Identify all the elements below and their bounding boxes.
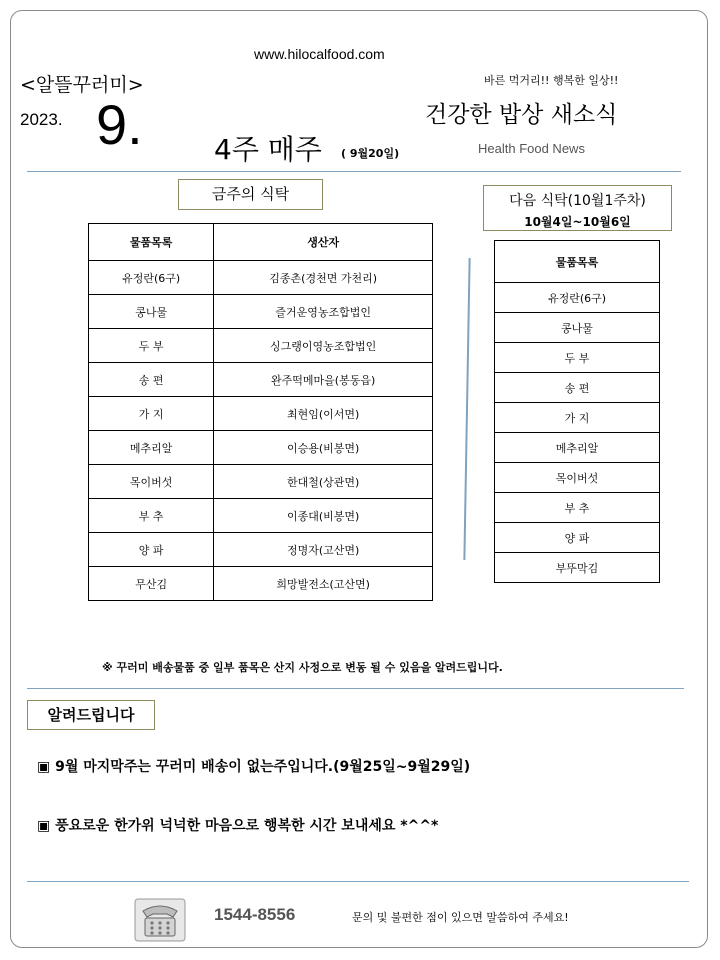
item-cell: 콩나물	[495, 313, 660, 343]
news-subtitle: Health Food News	[478, 141, 585, 156]
table-row	[495, 373, 660, 403]
next-week-table	[494, 240, 660, 583]
table-row	[89, 363, 433, 397]
item-cell: 유정란(6구)	[495, 283, 660, 313]
table-row	[89, 465, 433, 499]
table-row	[89, 567, 433, 601]
table-row	[495, 523, 660, 553]
table-row	[89, 397, 433, 431]
item-cell: 목이버섯	[495, 463, 660, 493]
column-header-item: 물품목록	[89, 224, 214, 261]
announcement-item: ▣ 9월 마지막주는 꾸러미 배송이 없는주입니다.(9월25일~9월29일)	[37, 759, 471, 775]
producer-cell: 정명자(고산면)	[214, 533, 433, 567]
news-title: 건강한 밥상 새소식	[425, 102, 618, 128]
table-header-row	[89, 224, 433, 261]
notice-divider	[27, 688, 684, 689]
column-header-producer: 생산자	[214, 224, 433, 261]
brand-name: <알뜰꾸러미>	[20, 74, 144, 96]
table-row	[495, 313, 660, 343]
item-cell: 양 파	[495, 523, 660, 553]
website-url[interactable]: www.hilocalfood.com	[254, 46, 385, 62]
item-cell: 송 편	[495, 373, 660, 403]
item-cell: 유정란(6구)	[89, 261, 214, 295]
table-row	[495, 553, 660, 583]
footer-divider	[27, 881, 689, 882]
next-week-label	[483, 185, 672, 231]
producer-cell: 한대철(상관면)	[214, 465, 433, 499]
item-cell: 메추리알	[89, 431, 214, 465]
table-row	[89, 533, 433, 567]
producer-cell: 완주떡메마을(봉동읍)	[214, 363, 433, 397]
next-week-dates: 10월4일~10월6일	[524, 215, 631, 229]
phone-number[interactable]: 1544-8556	[214, 905, 296, 924]
producer-cell: 이승용(비봉면)	[214, 431, 433, 465]
supply-notice: ※ 꾸러미 배송물품 중 일부 품목은 산지 사정으로 변동 될 수 있음을 알려드립니다.	[102, 661, 503, 674]
table-header-row	[495, 241, 660, 283]
item-cell: 가 지	[495, 403, 660, 433]
producer-cell: 김종촌(경천면 가천리)	[214, 261, 433, 295]
issue-year: 2023.	[20, 110, 63, 129]
this-week-label: 금주의 식탁	[178, 179, 323, 210]
this-week-table	[88, 223, 433, 601]
table-row	[495, 403, 660, 433]
table-row	[89, 431, 433, 465]
table-row	[495, 283, 660, 313]
table-row	[89, 499, 433, 533]
slogan: 바른 먹거리!! 행복한 일상!!	[484, 74, 619, 87]
item-cell: 두 부	[495, 343, 660, 373]
item-cell: 부 추	[89, 499, 214, 533]
table-row	[495, 493, 660, 523]
header-divider	[27, 171, 681, 172]
table-row	[495, 463, 660, 493]
item-cell: 메추리알	[495, 433, 660, 463]
table-row	[495, 433, 660, 463]
next-week-title: 다음 식탁(10월1주차)	[509, 193, 646, 209]
item-cell: 무산김	[89, 567, 214, 601]
item-cell: 송 편	[89, 363, 214, 397]
producer-cell: 희망발전소(고산면)	[214, 567, 433, 601]
item-cell: 부뚜막김	[495, 553, 660, 583]
item-cell: 부 추	[495, 493, 660, 523]
announcement-item: ▣ 풍요로운 한가위 넉넉한 마음으로 행복한 시간 보내세요 *^^*	[37, 818, 439, 834]
item-cell: 양 파	[89, 533, 214, 567]
producer-cell: 즐거운영농조합법인	[214, 295, 433, 329]
item-cell: 가 지	[89, 397, 214, 431]
column-header-item: 물품목록	[495, 241, 660, 283]
producer-cell: 최현임(이서면)	[214, 397, 433, 431]
item-cell: 두 부	[89, 329, 214, 363]
issue-month: 9.	[96, 93, 143, 156]
table-row	[89, 295, 433, 329]
producer-cell: 싱그랭이영농조합법인	[214, 329, 433, 363]
telephone-icon	[133, 897, 187, 943]
table-row	[89, 329, 433, 363]
item-cell: 콩나물	[89, 295, 214, 329]
table-row	[89, 261, 433, 295]
table-row	[495, 343, 660, 373]
announcement-label: 알려드립니다	[27, 700, 155, 730]
week-title: 4주 매주	[214, 133, 322, 166]
producer-cell: 이종대(비봉면)	[214, 499, 433, 533]
week-date: ( 9월20일)	[341, 147, 400, 160]
contact-text: 문의 및 불편한 점이 있으면 말씀하여 주세요!	[352, 911, 569, 924]
item-cell: 목이버섯	[89, 465, 214, 499]
